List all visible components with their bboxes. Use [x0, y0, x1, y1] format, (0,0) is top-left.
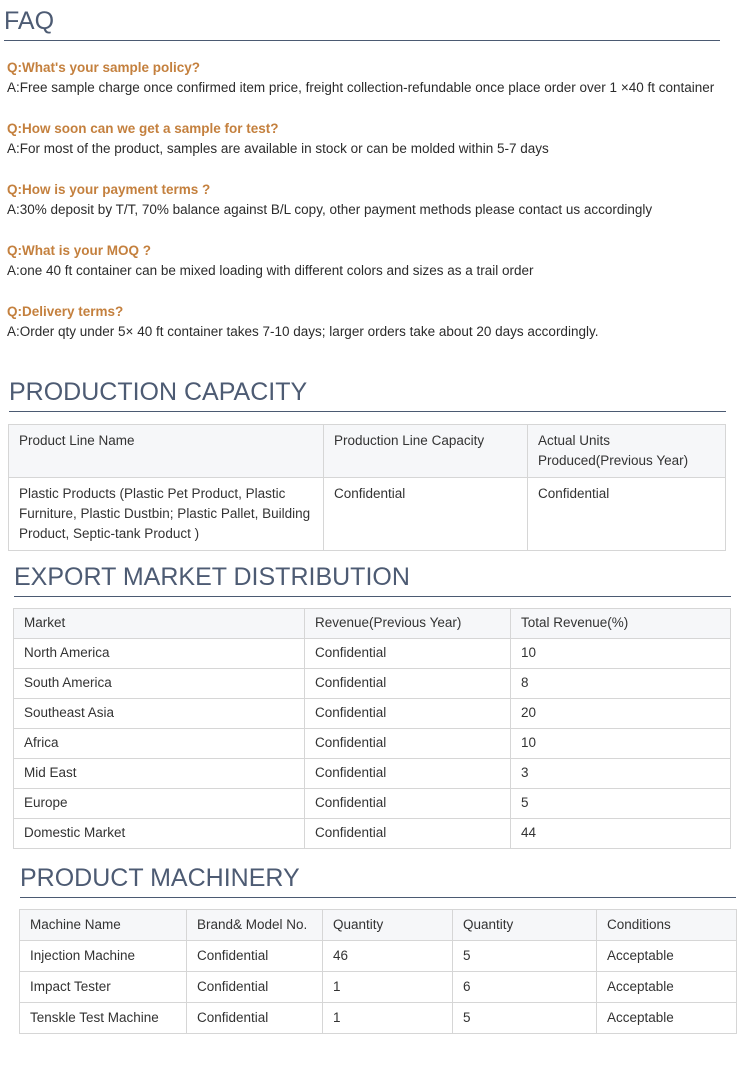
table-row: [14, 699, 731, 729]
column-header: Quantity: [453, 910, 597, 941]
faq-question: Q:How is your payment terms ?: [7, 182, 211, 197]
table-cell: Acceptable: [597, 941, 737, 972]
table-cell: Injection Machine: [20, 941, 187, 972]
faq-answer: A:30% deposit by T/T, 70% balance against B/L copy, other payment methods please contact us accordingly: [7, 202, 653, 217]
table-cell: Southeast Asia: [14, 699, 305, 729]
faq-item: [7, 58, 722, 98]
table-cell: 1: [323, 972, 453, 1003]
faq-item: [7, 241, 722, 281]
faq-list: [7, 58, 722, 363]
table-cell: North America: [14, 639, 305, 669]
table-header-row: [9, 425, 726, 478]
faq-answer: A:one 40 ft container can be mixed loading with different colors and sizes as a trail order: [7, 263, 534, 278]
table-cell: 46: [323, 941, 453, 972]
table-cell: Confidential: [528, 478, 726, 551]
faq-answer: A:Free sample charge once confirmed item price, freight collection-refundable once place order over 1 ×40 ft container: [7, 80, 715, 95]
table-row: [20, 1003, 737, 1034]
column-header: Market: [14, 609, 305, 639]
table-cell: Confidential: [305, 789, 511, 819]
faq-item: [7, 180, 722, 220]
table-cell: 5: [453, 1003, 597, 1034]
table-row: [20, 941, 737, 972]
table-header-row: [20, 910, 737, 941]
table-row: [14, 819, 731, 849]
table-cell: 5: [511, 789, 731, 819]
table-cell: Tenskle Test Machine: [20, 1003, 187, 1034]
table-cell: Confidential: [305, 819, 511, 849]
column-header: Production Line Capacity: [324, 425, 528, 478]
table-cell: 10: [511, 729, 731, 759]
table-row: [14, 789, 731, 819]
faq-question: Q:What is your MOQ ?: [7, 243, 151, 258]
table-cell: 8: [511, 669, 731, 699]
faq-answer: A:Order qty under 5× 40 ft container takes 7-10 days; larger orders take about 20 days accordingly.: [7, 324, 599, 339]
table-cell: 20: [511, 699, 731, 729]
table-row: [14, 759, 731, 789]
table-row: [14, 639, 731, 669]
column-header: Revenue(Previous Year): [305, 609, 511, 639]
export-market-title: EXPORT MARKET DISTRIBUTION: [14, 562, 731, 597]
table-cell: Europe: [14, 789, 305, 819]
faq-question: Q:How soon can we get a sample for test?: [7, 121, 279, 136]
column-header: Brand& Model No.: [187, 910, 323, 941]
column-header: Product Line Name: [9, 425, 324, 478]
faq-question: Q:Delivery terms?: [7, 304, 124, 319]
column-header: Conditions: [597, 910, 737, 941]
table-cell: 10: [511, 639, 731, 669]
table-cell: Confidential: [305, 759, 511, 789]
table-cell: 6: [453, 972, 597, 1003]
machinery-title: PRODUCT MACHINERY: [20, 863, 736, 898]
column-header: Machine Name: [20, 910, 187, 941]
table-cell: Confidential: [187, 1003, 323, 1034]
column-header: Actual Units Produced(Previous Year): [528, 425, 726, 478]
table-cell: Domestic Market: [14, 819, 305, 849]
table-row: [20, 972, 737, 1003]
column-header: Total Revenue(%): [511, 609, 731, 639]
faq-item: [7, 302, 722, 342]
table-cell: Confidential: [305, 729, 511, 759]
table-cell: 1: [323, 1003, 453, 1034]
table-cell: Confidential: [187, 941, 323, 972]
faq-item: [7, 119, 722, 159]
table-cell: 5: [453, 941, 597, 972]
faq-question: Q:What's your sample policy?: [7, 60, 200, 75]
table-cell: 44: [511, 819, 731, 849]
table-cell: Confidential: [305, 639, 511, 669]
table-row: [14, 729, 731, 759]
column-header: Quantity: [323, 910, 453, 941]
table-cell: Confidential: [305, 699, 511, 729]
faq-title: FAQ: [4, 6, 720, 41]
table-cell: Acceptable: [597, 972, 737, 1003]
table-row: [14, 669, 731, 699]
faq-answer: A:For most of the product, samples are available in stock or can be molded within 5-7 days: [7, 141, 549, 156]
table-cell: Mid East: [14, 759, 305, 789]
table-cell: Confidential: [324, 478, 528, 551]
table-header-row: [14, 609, 731, 639]
table-cell: Confidential: [305, 669, 511, 699]
table-cell: Impact Tester: [20, 972, 187, 1003]
table-cell: Africa: [14, 729, 305, 759]
table-cell: Plastic Products (Plastic Pet Product, Plastic Furniture, Plastic Dustbin; Plastic Pallet, Building Product, Septic-tank Product ): [9, 478, 324, 551]
production-capacity-table: [8, 424, 726, 551]
production-capacity-title: PRODUCTION CAPACITY: [9, 377, 726, 412]
table-cell: Confidential: [187, 972, 323, 1003]
table-cell: South America: [14, 669, 305, 699]
machinery-table: [19, 909, 737, 1034]
table-row: [9, 478, 726, 551]
table-cell: 3: [511, 759, 731, 789]
table-cell: Acceptable: [597, 1003, 737, 1034]
export-market-table: [13, 608, 731, 849]
